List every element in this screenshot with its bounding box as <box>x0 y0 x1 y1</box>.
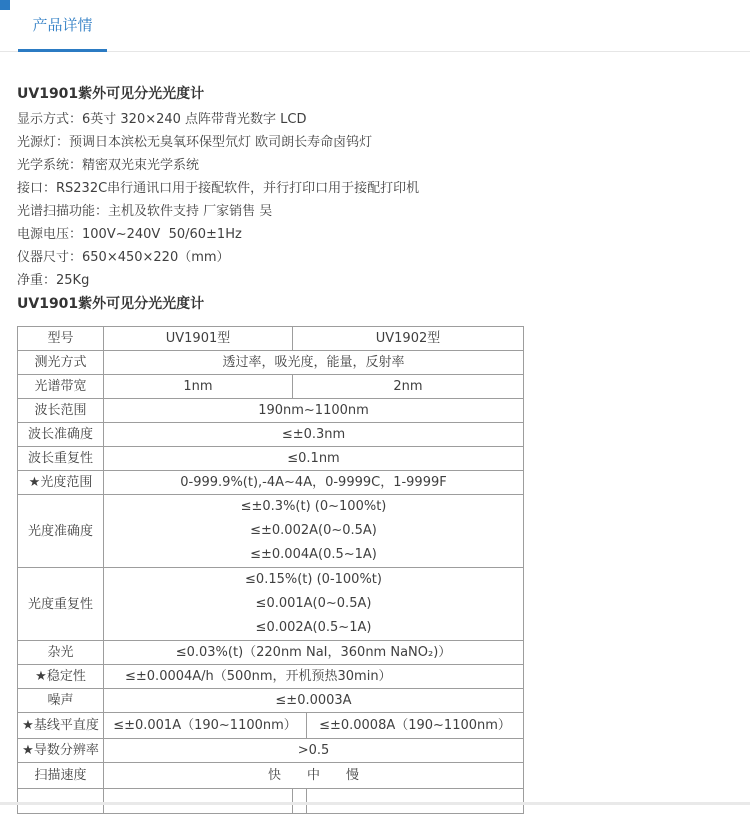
row-label: 波长范围 <box>18 399 104 423</box>
spec-line-optics: 光学系统：精密双光束光学系统 <box>17 158 200 173</box>
table-row-photometric-accuracy <box>18 495 524 568</box>
row-label: ★稳定性 <box>18 665 104 689</box>
row-label: 光谱带宽 <box>18 375 104 399</box>
row-value-uv1902: 2nm <box>293 375 524 399</box>
value-line: ≤±0.3%(t) (0~100%t) <box>240 499 387 514</box>
row-value: 190nm~1100nm <box>104 399 524 423</box>
spec-table-title: UV1901紫外可见分光光度计 <box>17 296 205 312</box>
row-value-uv1901: 1nm <box>104 375 293 399</box>
spec-list <box>17 108 733 292</box>
spec-line-display: 显示方式：6英寸 320×240 点阵带背光数字 LCD <box>17 112 307 127</box>
row-label: 扫描速度 <box>18 763 104 789</box>
row-value: ≤0.1nm <box>104 447 524 471</box>
tab-product-details-label: 产品详情 <box>32 16 93 34</box>
table-row-scan-speed <box>18 763 524 789</box>
value-line: ≤0.002A(0.5~1A) <box>255 620 372 635</box>
row-value: ≤±0.0003A <box>104 689 524 713</box>
table-row-wavelength-accuracy <box>18 423 524 447</box>
tab-product-details[interactable] <box>18 0 107 52</box>
row-value: 快 中 慢 <box>104 763 524 789</box>
table-row-measure-mode <box>18 351 524 375</box>
row-label: 噪声 <box>18 689 104 713</box>
row-label: 波长准确度 <box>18 423 104 447</box>
table-row-noise <box>18 689 524 713</box>
row-value-uv1901: ≤±0.001A（190~1100nm） <box>104 713 307 739</box>
value-line: ≤0.15%(t) (0-100%t) <box>245 572 382 587</box>
row-value <box>104 568 524 641</box>
table-row-photometric-range <box>18 471 524 495</box>
row-cell-empty <box>104 789 293 814</box>
row-value: 透过率，吸光度，能量，反射率 <box>104 351 524 375</box>
table-row-stability <box>18 665 524 689</box>
row-cell-empty <box>307 789 524 814</box>
row-value: ≤±0.3nm <box>104 423 524 447</box>
row-value-uv1902: UV1902型 <box>293 327 524 351</box>
row-label: ★基线平直度 <box>18 713 104 739</box>
row-value-uv1902: ≤±0.0008A（190~1100nm） <box>307 713 524 739</box>
row-label: 型号 <box>18 327 104 351</box>
value-line: ≤0.001A(0~0.5A) <box>255 596 372 611</box>
spec-line-power: 电源电压：100V~240V 50/60±1Hz <box>17 227 242 242</box>
table-row-photometric-repeatability <box>18 568 524 641</box>
row-label: 波长重复性 <box>18 447 104 471</box>
spec-line-interface: 接口：RS232C串行通讯口用于接配软件，并行打印口用于接配打印机 <box>17 181 420 196</box>
value-line: ≤±0.004A(0.5~1A) <box>250 547 377 562</box>
value-line: ≤±0.002A(0~0.5A) <box>250 523 377 538</box>
spec-line-lamp: 光源灯：预调日本滨松无臭氧环保型氘灯 欧司朗长寿命卤钨灯 <box>17 135 373 150</box>
row-value: 0-999.9%(t),-4A~4A，0-9999C，1-9999F <box>104 471 524 495</box>
table-row-empty <box>18 789 524 814</box>
product-details-section <box>0 85 750 814</box>
row-value-uv1901: UV1901型 <box>104 327 293 351</box>
row-label: 测光方式 <box>18 351 104 375</box>
row-label: 光度重复性 <box>18 568 104 641</box>
table-row-bandwidth <box>18 375 524 399</box>
spec-line-dimensions: 仪器尺寸：650×450×220（mm） <box>17 250 230 265</box>
row-value: ≤±0.0004A/h（500nm，开机预热30min） <box>104 665 524 689</box>
row-label-empty <box>18 789 104 814</box>
row-label: 光度准确度 <box>18 495 104 568</box>
row-value <box>104 495 524 568</box>
row-value: >0.5 <box>104 739 524 763</box>
spec-table <box>17 326 524 814</box>
table-row-wavelength-repeatability <box>18 447 524 471</box>
row-value: ≤0.03%(t)（220nm NaI，360nm NaNO₂)） <box>104 641 524 665</box>
row-label: ★导数分辨率 <box>18 739 104 763</box>
table-row-baseline-flatness <box>18 713 524 739</box>
table-row-wavelength-range <box>18 399 524 423</box>
corner-accent-square <box>0 0 10 10</box>
table-row-model <box>18 327 524 351</box>
table-row-derivative-resolution <box>18 739 524 763</box>
spec-line-scan-function: 光谱扫描功能：主机及软件支持 厂家销售 吴 <box>17 204 273 219</box>
spec-line-weight: 净重：25Kg <box>17 273 90 288</box>
table-row-stray-light <box>18 641 524 665</box>
row-label: 杂光 <box>18 641 104 665</box>
product-title: UV1901紫外可见分光光度计 <box>17 86 205 102</box>
row-label: ★光度范围 <box>18 471 104 495</box>
row-cell-empty <box>293 789 307 814</box>
tab-bar <box>0 0 750 52</box>
